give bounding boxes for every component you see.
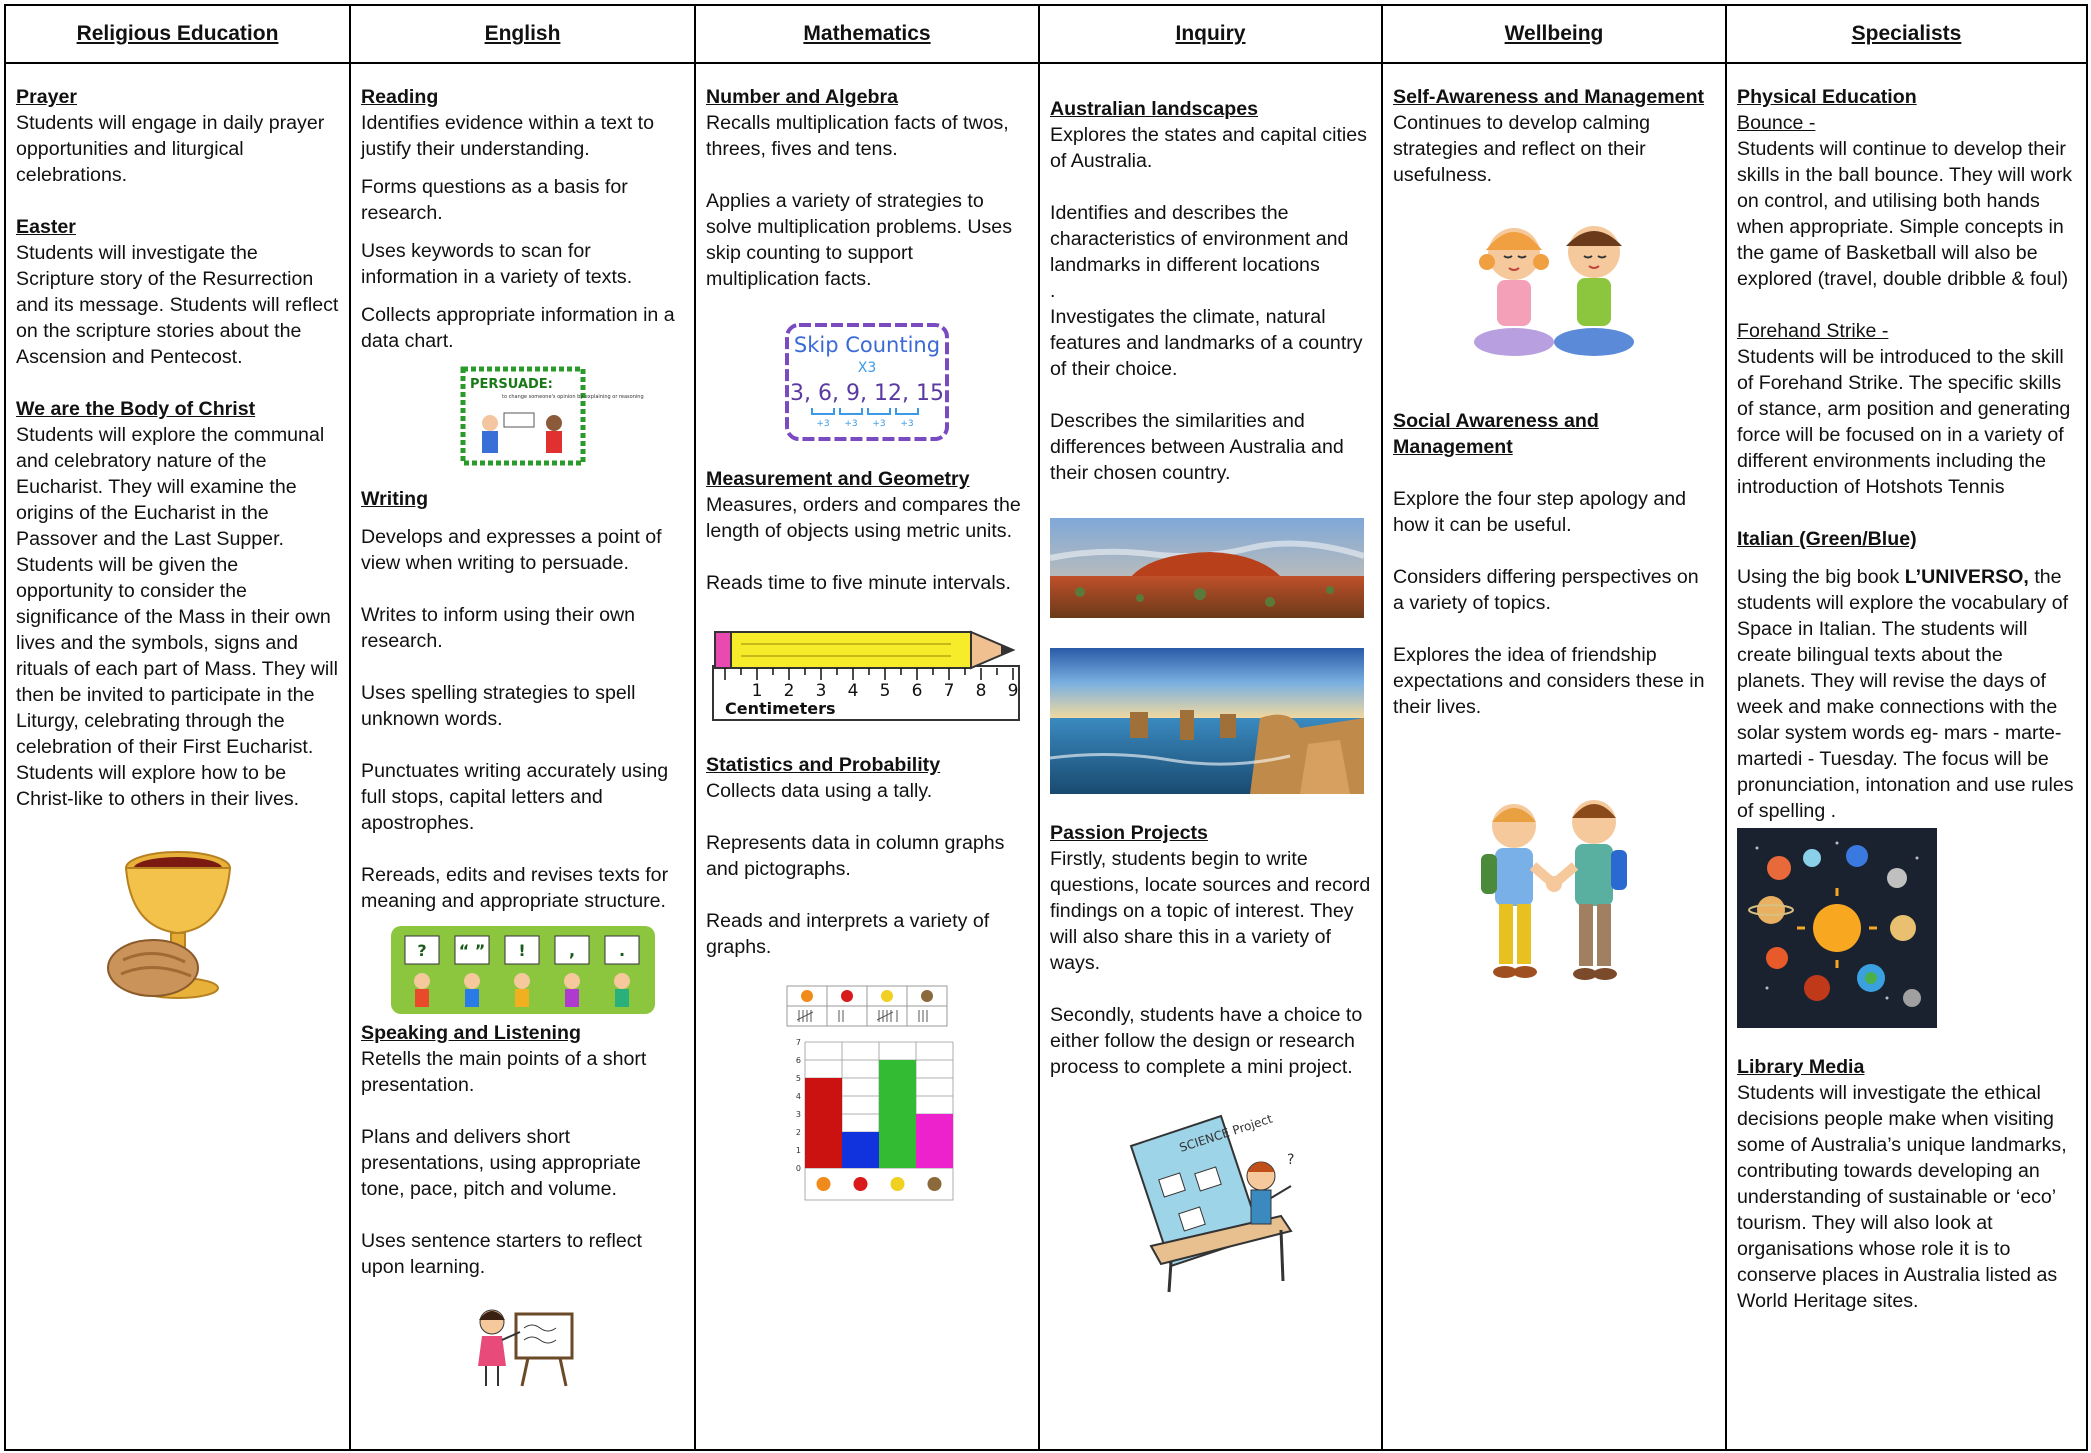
banana-icon [891, 1177, 905, 1191]
easter-text: Students will investigate the Scripture story of the Resurrection and its message. Students will reflect on the scripture stories about the Ascension and Pentecost. [16, 242, 339, 368]
persuade-definition: to change someone's opinion by explaining or reasoning [501, 394, 644, 400]
number-algebra-2: Applies a variety of strategies to solve multiplication problems. Uses skip counting to support multiplication facts. [706, 190, 1012, 290]
y-tick-label: 7 [795, 1038, 801, 1047]
y-tick-label: 0 [795, 1164, 801, 1173]
punct-mark-2: “ ” [458, 941, 485, 960]
meditating-kids-image [1469, 216, 1639, 366]
skip-step-3: +3 [872, 419, 886, 429]
skip-counting-title: Skip Counting [793, 333, 941, 357]
writing-4: Punctuates writing accurately using full stops, capital letters and apostrophes. [361, 760, 669, 834]
writing-2: Writes to inform using their own research. [361, 604, 636, 652]
social-awareness-1: Explore the four step apology and how it can be useful. [1393, 488, 1687, 536]
punct-mark-3: ! [517, 941, 526, 960]
apple-tally-icon [841, 990, 853, 1002]
writing-3: Uses spelling strategies to spell unknown words. [361, 682, 636, 730]
ruler-number: 3 [815, 681, 827, 701]
italian-text-intro: Using the big book [1737, 566, 1905, 588]
orange-icon [817, 1177, 831, 1191]
bounce-text: Students will continue to develop their skills in the ball bounce. They will work on control, and utilising both hands when appropriate. Simple concepts in the game of Basketball will also be explored (travel, double dribble & foul) [1737, 138, 2073, 290]
bounce-title: Bounce - [1737, 112, 1816, 134]
italian-text [1737, 564, 2076, 824]
skip-counting-multiplier: X3 [857, 360, 877, 376]
y-tick-label: 3 [795, 1110, 801, 1119]
self-awareness-1: Continues to develop calming strategies and reflect on their usefulness. [1393, 112, 1651, 186]
speaking-3: Uses sentence starters to reflect upon learning. [361, 1230, 642, 1278]
writing-title: Writing [361, 488, 429, 510]
svg-text:?: ? [1286, 1152, 1294, 1168]
measurement-2: Reads time to five minute intervals. [706, 572, 1011, 594]
landscapes-1: Explores the states and capital cities of Australia. [1050, 124, 1367, 172]
banana-tally-icon [881, 990, 893, 1002]
measurement-1: Measures, orders and compares the length of objects using metric units. [706, 494, 1021, 542]
social-awareness-title: Social Awareness and Management [1393, 410, 1599, 458]
re-cell [6, 64, 351, 1451]
punct-mark-5: . [618, 941, 625, 960]
passion-projects-title: Passion Projects [1050, 822, 1208, 844]
y-tick-label: 1 [795, 1146, 801, 1155]
kiwi-tally-icon [921, 990, 933, 1002]
twelve-apostles-photo [1050, 648, 1371, 794]
number-algebra-title: Number and Algebra [706, 86, 898, 108]
header-inquiry: Inquiry [1040, 6, 1383, 64]
specialists-cell [1727, 64, 2088, 1451]
bar-orange [805, 1078, 842, 1168]
ruler-label: Centimeters [725, 699, 836, 718]
punct-mark-4: , [568, 941, 575, 960]
landscapes-2: Identifies and describes the characteristics of environment and landmarks in different locations [1050, 202, 1349, 276]
kiwi-icon [928, 1177, 942, 1191]
writing-5: Rereads, edits and revises texts for meaning and appropriate structure. [361, 864, 669, 912]
persuade-poster-image [462, 368, 644, 464]
y-tick-label: 2 [795, 1128, 801, 1137]
persuade-word: PERSUADE: [469, 377, 553, 392]
italian-text-body: the students will explore the vocabulary of Space in Italian. The students will create bilingual texts about the planets. They will revise the days of week and make connections with the solar system words eg- mars - marte- martedi - Tuesday. The focus will be pronunciation, intonation and use rules of spelling . [1737, 566, 2074, 822]
skip-step-1: +3 [816, 419, 830, 429]
solar-system-image [1737, 828, 2076, 1028]
english-cell [351, 64, 696, 1451]
y-tick-label: 4 [795, 1092, 801, 1101]
pencil-ruler-image [711, 626, 1023, 722]
curriculum-table [4, 4, 2088, 1451]
header-english: English [351, 6, 696, 64]
punctuation-kids-image [391, 926, 655, 1014]
punct-mark-1: ? [416, 941, 427, 960]
statistics-2: Represents data in column graphs and pictographs. [706, 832, 1005, 880]
prayer-title: Prayer [16, 86, 78, 108]
speaking-listening-title: Speaking and Listening [361, 1022, 581, 1044]
self-awareness-title: Self-Awareness and Management [1393, 86, 1705, 108]
reading-3: Uses keywords to scan for information in a variety of texts. [361, 240, 633, 288]
passion-1: Firstly, students begin to write questions, locate sources and record findings on a topic of interest. They will also share this in a variety of ways. [1050, 848, 1371, 974]
library-media-text: Students will investigate the ethical decisions people make when visiting some of Australia’s unique landmarks, contributing towards developing an understanding of sustainable or ‘eco’ tourism. They will also look at organisations whose role it is to conserve places in Australia listed as World Heritage sites. [1737, 1082, 2067, 1312]
science-project-image [1111, 1106, 1311, 1296]
skip-counting-image [784, 322, 950, 442]
easter-title: Easter [16, 216, 76, 238]
italian-book-title: L’UNIVERSO, [1904, 566, 2029, 588]
ruler-number: 4 [847, 681, 859, 701]
ruler-number: 2 [783, 681, 795, 701]
skip-step-2: +3 [844, 419, 858, 429]
body-of-christ-text: Students will explore the communal and celebratory nature of the Eucharist. They will examine the origins of the Eucharist in the Passover and the Last Supper. Students will be given the opportunity to consider the significance of the Mass in their own lives and the symbols, signs and rituals of each part of Mass. They will then be invited to participate in the Liturgy, celebrating through the celebration of their First Eucharist. Students will explore how to be Christ-like to others in their lives. [16, 424, 338, 810]
presenter-girl-image [468, 1300, 578, 1390]
skip-step-4: +3 [900, 419, 914, 429]
chalice-and-bread-icon [93, 838, 263, 1008]
statistics-3: Reads and interprets a variety of graphs. [706, 910, 990, 958]
maths-cell [696, 64, 1040, 1451]
science-project-sign: SCIENCE Project [1177, 1111, 1274, 1155]
prayer-text: Students will engage in daily prayer opportunities and liturgical celebrations. [16, 112, 325, 186]
measurement-geometry-title: Measurement and Geometry [706, 468, 970, 490]
bar-banana [879, 1060, 916, 1168]
header-wellbeing: Wellbeing [1383, 6, 1727, 64]
orange-tally-icon [801, 990, 813, 1002]
wellbeing-cell [1383, 64, 1727, 1451]
number-algebra-1: Recalls multiplication facts of twos, threes, fives and tens. [706, 112, 1009, 160]
statistics-probability-title: Statistics and Probability [706, 754, 941, 776]
ruler-number: 8 [975, 681, 987, 701]
italian-title: Italian (Green/Blue) [1737, 528, 1917, 550]
landscapes-4: Describes the similarities and differences between Australia and their chosen country. [1050, 410, 1344, 484]
forehand-strike-text: Students will be introduced to the skill of Forehand Strike. The specific skills of stance, arm position and generating force will be focused on in a variety of different environments including the introduction of Hotshots Tennis [1737, 346, 2071, 498]
uluru-photo [1050, 518, 1371, 618]
reading-2: Forms questions as a basis for research. [361, 176, 628, 224]
ruler-number: 7 [943, 681, 955, 701]
australian-landscapes-title: Australian landscapes [1050, 98, 1258, 120]
library-media-title: Library Media [1737, 1056, 1865, 1078]
fruit-column-graph [777, 984, 957, 1204]
body-of-christ-title: We are the Body of Christ [16, 398, 256, 420]
inquiry-cell [1040, 64, 1383, 1451]
apple-icon [854, 1177, 868, 1191]
physical-education-title: Physical Education [1737, 86, 1917, 108]
passion-2: Secondly, students have a choice to either follow the design or research process to complete a mini project. [1050, 1004, 1363, 1078]
handshake-kids-image [1459, 796, 1649, 996]
bar-apple [842, 1132, 879, 1168]
reading-4: Collects appropriate information in a data chart. [361, 304, 675, 352]
skip-counting-numbers: 3, 6, 9, 12, 15 [790, 381, 944, 406]
reading-title: Reading [361, 86, 439, 108]
speaking-1: Retells the main points of a short presentation. [361, 1048, 647, 1096]
header-religious-education: Religious Education [6, 6, 351, 64]
y-tick-label: 6 [795, 1056, 801, 1065]
header-mathematics: Mathematics [696, 6, 1040, 64]
landscapes-dot: . [1050, 280, 1056, 302]
ruler-number: 9 [1007, 681, 1019, 701]
social-awareness-3: Explores the idea of friendship expectations and considers these in their lives. [1393, 644, 1705, 718]
ruler-number: 6 [911, 681, 923, 701]
social-awareness-2: Considers differing perspectives on a variety of topics. [1393, 566, 1699, 614]
y-tick-label: 5 [795, 1074, 801, 1083]
landscapes-3: Investigates the climate, natural features and landmarks of a country of their choice. [1050, 306, 1363, 380]
bar-kiwi [916, 1114, 953, 1168]
statistics-1: Collects data using a tally. [706, 780, 933, 802]
writing-1: Develops and expresses a point of view when writing to persuade. [361, 526, 662, 574]
ruler-number: 5 [879, 681, 891, 701]
reading-1: Identifies evidence within a text to justify their understanding. [361, 112, 654, 160]
header-specialists: Specialists [1727, 6, 2088, 64]
forehand-strike-title: Forehand Strike - [1737, 320, 1889, 342]
ruler-number: 1 [751, 681, 763, 701]
speaking-2: Plans and delivers short presentations, using appropriate tone, pace, pitch and volume. [361, 1126, 641, 1200]
